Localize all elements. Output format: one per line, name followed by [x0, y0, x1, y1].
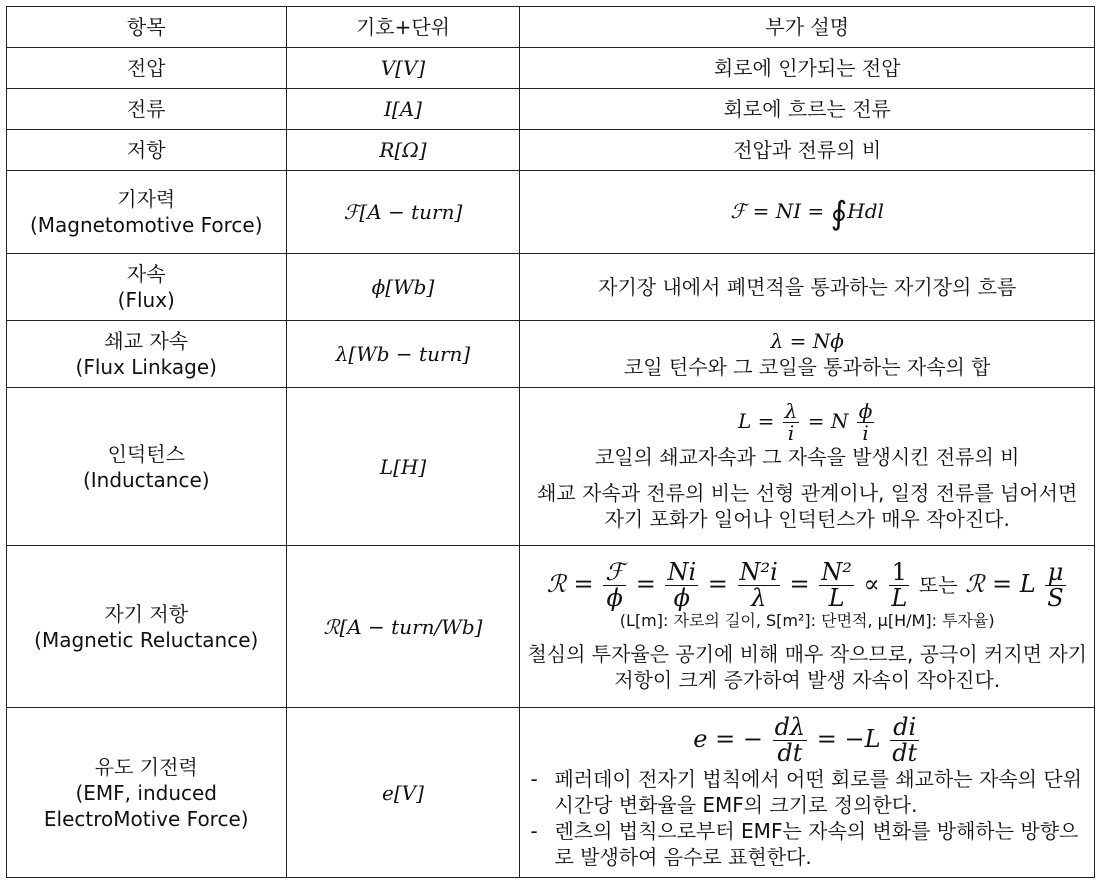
symbol-unit: V[V]	[286, 48, 520, 89]
description	[520, 546, 1095, 708]
row-emf	[7, 708, 1095, 878]
fraction-ni-over-phi: $\frac{Ni}{\phi}$	[667, 557, 697, 612]
item-name-ko: 자속	[126, 262, 166, 286]
description: 회로에 인가되는 전압	[520, 48, 1095, 89]
row-flux-linkage	[7, 321, 1095, 388]
description: 자기장 내에서 폐면적을 통과하는 자기장의 흐름	[520, 254, 1095, 321]
inductance-formula: L = $\frac{\lambda}{i}$ = N $\frac{\phi}{i}$	[738, 399, 873, 445]
symbol-unit: I[A]	[286, 89, 520, 130]
row-mmf	[7, 171, 1095, 254]
symbol-unit: ℛ[A − turn/Wb]	[286, 546, 520, 708]
item-name-en: (Magnetomotive Force)	[29, 213, 263, 237]
formula: λ = Nϕ	[770, 329, 844, 353]
symbol-unit: e[V]	[286, 708, 520, 878]
formula-lhs: ℱ = NI =	[730, 199, 831, 223]
fraction-di-over-dt: $\frac{di}{dt}$	[892, 712, 918, 767]
header-item: 항목	[7, 7, 287, 48]
item-name-en: (Flux)	[117, 288, 175, 312]
item-name-ko: 기자력	[117, 187, 176, 211]
item-name-ko: 유도 기전력	[94, 754, 198, 779]
symbol-unit: λ[Wb − turn]	[286, 321, 520, 388]
row-inductance	[7, 388, 1095, 546]
item-name-en: (EMF, induced ElectroMotive Force)	[43, 780, 249, 831]
list-item: - 렌츠의 법칙으로부터 EMF는 자속의 변화를 방해하는 방향으로 발생하여 음수로 표현한다.	[526, 818, 1088, 870]
symbol-unit: ℱ[A − turn]	[286, 171, 520, 254]
row-flux	[7, 254, 1095, 321]
variable-definitions: (L[m]: 자로의 길이, S[m²]: 단면적, μ[H/M]: 투자율)	[619, 611, 995, 631]
reluctance-formula: ℛ = $\frac{\text{ℱ}}{\phi}$ = $\frac{Ni}{\phi}$ = $\frac{\text{N²i}}{\lambda}$ = $\frac{\text{N²}}{L}$ ∝ $\frac{1}{L}$ 또는 ℛ = L $\frac{\mu}{S}$	[546, 557, 1064, 612]
description: 회로에 흐르는 전류	[520, 89, 1095, 130]
description	[520, 388, 1095, 546]
electromagnetics-table	[6, 6, 1095, 878]
description-note: 철심의 투자율은 공기에 비해 매우 작으므로, 공극이 커지면 자기 저항이 크게 증가하여 발생 자속이 작아진다.	[527, 642, 1087, 693]
emf-formula: e = − $\frac{d\lambda}{dt}$ = −L $\frac{di}{dt}$	[693, 712, 918, 767]
item-name-en: (Inductance)	[82, 467, 210, 492]
header-row	[7, 7, 1095, 48]
fraction-n2i-over-lambda: $\frac{\text{N²i}}{\lambda}$	[739, 557, 778, 612]
description: 전압과 전류의 비	[520, 130, 1095, 171]
description-note: 쇄교 자속과 전류의 비는 선형 관계이나, 일정 전류를 넘어서면 자기 포화가 일어나 인덕턴스가 매우 작아진다.	[537, 481, 1078, 531]
fraction-1-over-l: $\frac{1}{L}$	[891, 557, 908, 612]
fraction-n2-over-l: $\frac{\text{N²}}{L}$	[821, 557, 852, 612]
item-name	[7, 388, 287, 546]
row-reluctance	[7, 546, 1095, 708]
fraction-dlambda-over-dt: $\frac{d\lambda}{dt}$	[774, 712, 806, 767]
description	[520, 321, 1095, 388]
item-name-ko: 쇄교 자속	[104, 329, 189, 353]
list-item: - 페러데이 전자기 법칙에서 어떤 회로를 쇄교하는 자속의 단위 시간당 변화율을 EMF의 크기로 정의한다.	[526, 766, 1088, 818]
item-name: 전류	[7, 89, 287, 130]
item-name-en: (Magnetic Reluctance)	[34, 627, 259, 652]
item-name	[7, 171, 287, 254]
item-name	[7, 708, 287, 878]
item-name	[7, 546, 287, 708]
description-text: 코일의 쇄교자속과 그 자속을 발생시킨 전류의 비	[594, 445, 1020, 469]
description	[520, 708, 1095, 878]
symbol-unit: ϕ[Wb]	[286, 254, 520, 321]
fraction-mmf-over-phi: $\frac{\text{ℱ}}{\phi}$	[605, 557, 625, 612]
emf-bullet-list	[526, 766, 1088, 870]
row-current	[7, 89, 1095, 130]
header-description: 부가 설명	[520, 7, 1095, 48]
item-name-en: (Flux Linkage)	[75, 355, 217, 379]
fraction-lambda-over-i: $\frac{\lambda}{i}$	[784, 399, 798, 445]
item-name-ko: 인덕턴스	[107, 441, 185, 466]
formula	[520, 171, 1095, 254]
item-name	[7, 321, 287, 388]
item-name: 저항	[7, 130, 287, 171]
description-text: 코일 턴수와 그 코일을 통과하는 자속의 합	[623, 355, 991, 379]
item-name	[7, 254, 287, 321]
or-text: 또는	[918, 573, 958, 597]
formula-rhs: Hdl	[847, 199, 884, 223]
row-voltage	[7, 48, 1095, 89]
symbol-unit: R[Ω]	[286, 130, 520, 171]
item-name-ko: 자기 저항	[104, 601, 189, 626]
symbol-unit: L[H]	[286, 388, 520, 546]
fraction-phi-over-i: $\frac{\phi}{i}$	[858, 399, 873, 445]
item-name: 전압	[7, 48, 287, 89]
row-resistance	[7, 130, 1095, 171]
fraction-mu-over-s: $\frac{\mu}{S}$	[1047, 557, 1064, 612]
contour-integral-icon: ∮	[830, 194, 848, 232]
header-symbol-unit: 기호+단위	[286, 7, 520, 48]
